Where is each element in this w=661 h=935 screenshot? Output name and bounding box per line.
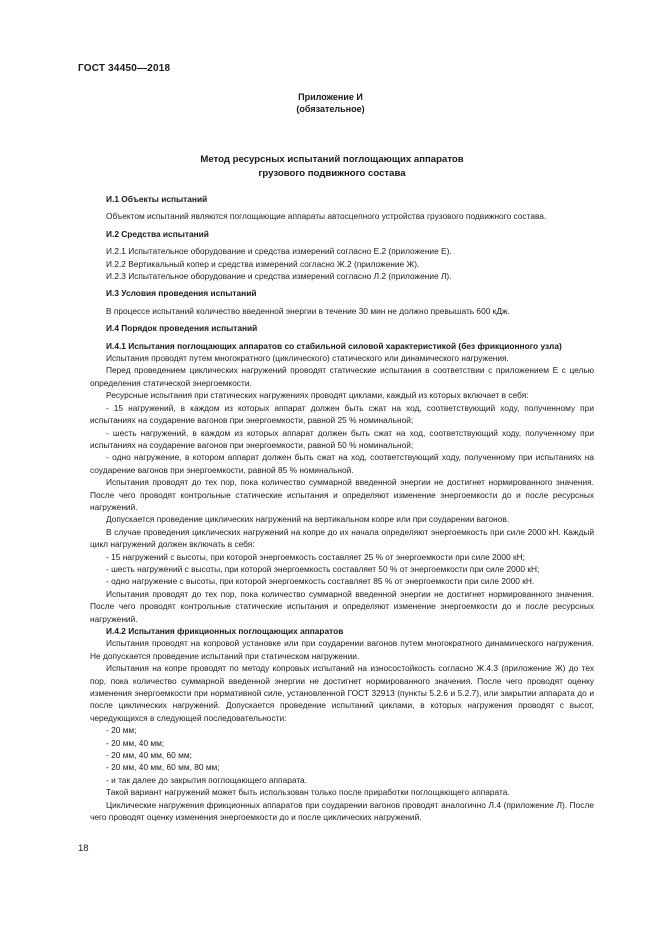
paragraph: Испытания проводят путем многократного (циклического) статического или динамического нагружения. (106, 353, 509, 364)
appendix-title: Приложение И (298, 92, 363, 102)
paragraph: Циклические нагружения фрикционных аппаратов при соударении вагонов проводят аналогично Л.4 (приложение Л). После чего проводят оценку изменения энергоемкости до и после циклических нагружений. (90, 799, 594, 823)
list-item: - 15 нагружений с высоты, при которой энергоемкость составляет 25 % от энергоемкости при силе 2000 кН; (106, 551, 525, 562)
list-item: - 20 мм, 40 мм, 60 мм; (106, 750, 192, 761)
paragraph: И.2.2 Вертикальный копер и средства измерений согласно Ж.2 (приложение Ж). (106, 258, 420, 269)
paragraph: И.2.1 Испытательное оборудование и средства измерений согласно Е.2 (приложение Е). (106, 246, 452, 257)
paragraph: Объектом испытаний являются поглощающие аппараты автосцепного устройства грузового подвижного состава. (106, 211, 547, 222)
subsection-heading: И.4.2 Испытания фрикционных поглощающих аппаратов (106, 626, 344, 636)
document-title (80, 153, 584, 180)
paragraph: В процессе испытаний количество введенной энергии в течение 30 мин не должно превышать 600 кДж. (106, 305, 510, 316)
section-heading: И.3 Условия проведения испытаний (106, 288, 257, 299)
paragraph: Допускается проведение циклических нагружений на вертикальном копре или при соударении вагонов. (106, 514, 510, 525)
paragraph: Перед проведением циклических нагружений проводят статические испытания в соответствии с приложением Е с целью определения статической энергоемкости. (90, 365, 594, 388)
subsection-heading: И.4.1 Испытания поглощающих аппаратов со стабильной силовой характеристикой (без фрикционного узла) (106, 340, 562, 351)
paragraph: Испытания проводят на копровой установке или при соударении вагонов путем многократного динамического нагружения. Не допускается проведение испытаний при статическом нагружении. (90, 638, 594, 661)
paragraph: Испытания на копре проводят по методу копровых испытаний на износостойкость согласно Ж.4.3 (приложение Ж) до тех пор, пока количество суммарной введенной энергии не достигнет нормированного значения. После чего проводят оценку изменения энергоемкости при нормативной силе, установленной ГОСТ 32913 (пункты 5.2.6 и 5.2.7), или закрытии аппарата до и после циклических нагружений. Допускается проведение испытаний циклами, в которых нагружения проводят с высот, чередующихся в следующей последовательности: (90, 663, 594, 723)
paragraph: Ресурсные испытания при статических нагружениях проводят циклами, каждый из которых включает в себя: (106, 390, 529, 401)
paragraph: В случае проведения циклических нагружений на копре до их начала определяют энергоемкость при силе 2000 кН. Каждый цикл нагружений должен включать в себя: (90, 526, 594, 550)
paragraph: И.2.3 Испытательное оборудование и средства измерений согласно Л.2 (приложение Л). (106, 271, 452, 282)
list-item: - одно нагружение, в котором аппарат должен быть сжат на ход, соответствующий ходу, полученному при испытаниях на соударение вагонов при энергоемкости, равной 85 % номинальной. (90, 452, 594, 475)
page-number: 18 (78, 843, 89, 854)
section-heading: И.4 Порядок проведения испытаний (106, 323, 258, 334)
list-item: - шесть нагружений с высоты, при которой энергоемкость составляет 50 % от энергоемкости при силе 2000 кН; (106, 563, 540, 574)
list-item: - шесть нагружений, в каждом из которых аппарат должен быть сжат на ход, соответствующий ходу, полученному при испытаниях на соударение вагонов при энергоемкости, равной 50 % номинальной; (90, 427, 594, 450)
document-title-line-1: Метод ресурсных испытаний поглощающих аппаратов (200, 154, 464, 165)
list-item: - одно нагружение с высоты, при которой энергоемкость составляет 85 % от энергоемкости при силе 2000 кН. (106, 576, 535, 587)
appendix-status: (обязательное) (296, 104, 365, 114)
list-item: - 20 мм, 40 мм, 60 мм, 80 мм; (106, 762, 220, 773)
list-item: - и так далее до закрытия поглощающего аппарата. (106, 774, 308, 785)
list-item: - 20 мм, 40 мм; (106, 737, 165, 748)
paragraph: Испытания проводят до тех пор, пока количество суммарной введенной энергии не достигнет нормированного значения. После чего проводят контрольные статические испытания и определяют изменение энергоемкости до и после ресурсных нагружений. (90, 588, 594, 624)
list-item: - 15 нагружений, в каждом из которых аппарат должен быть сжат на ход, соответствующий ходу, полученному при испытаниях на соударение вагонов при энергоемкости, равной 25 % номинальной; (90, 402, 594, 426)
document-body (90, 193, 594, 824)
paragraph: Такой вариант нагружений может быть использован только после приработки поглощающего аппарата. (106, 787, 510, 798)
document-title-line-2: грузового подвижного состава (258, 167, 406, 179)
doc-code-header: ГОСТ 34450—2018 (78, 63, 171, 74)
section-heading: И.1 Объекты испытаний (106, 194, 208, 204)
paragraph: Испытания проводят до тех пор, пока количество суммарной введенной энергии не достигнет нормированного значения. После чего проводят контрольные статические испытания и определяют изменение энергоемкости до и после ресурсных нагружений. (90, 477, 594, 512)
section-heading: И.2 Средства испытаний (106, 228, 209, 239)
list-item: - 20 мм; (106, 725, 137, 736)
